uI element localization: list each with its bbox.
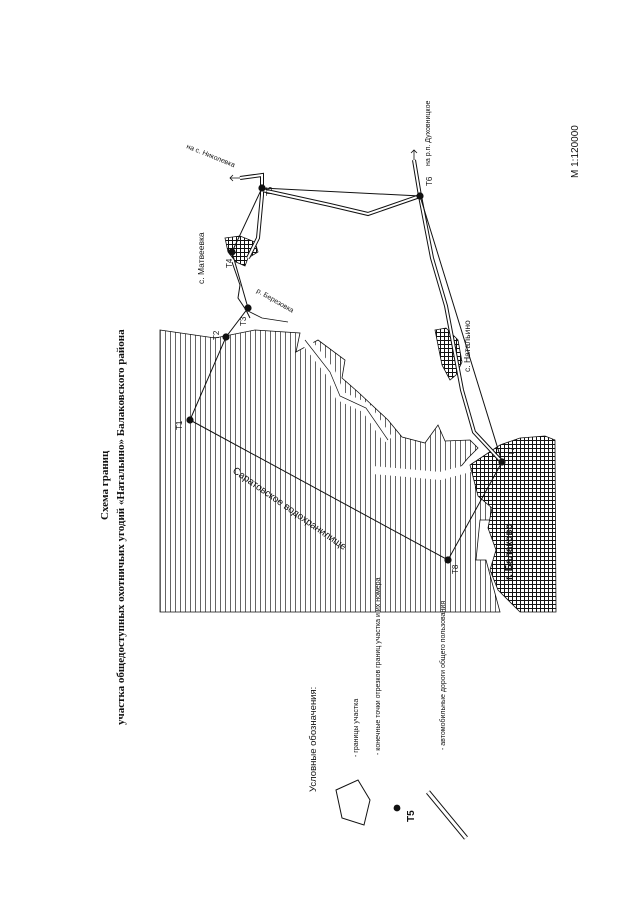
legend-point-sample: Т5 (406, 810, 417, 822)
legend-roads-text: - автомобильные дороги общего пользования (440, 600, 447, 750)
label-balakovo: г. Балаково (504, 523, 515, 580)
title-line-1: Схема границ (99, 450, 111, 520)
point-label-t8: Т8 (451, 564, 460, 574)
label-natalino: с. Натальино (462, 320, 472, 372)
point-label-t2: Т2 (212, 330, 221, 340)
point-label-t7: Т7 (507, 446, 516, 456)
legend-point-symbol (394, 805, 401, 812)
point-label-t6: Т6 (425, 176, 434, 186)
legend-points-text-1: - конечные точки отрезков границ участка и их номера (375, 577, 382, 755)
point-label-t4: Т4 (225, 258, 234, 268)
scale-label: М 1:120000 (570, 125, 581, 178)
river-berezovka-branch (246, 310, 288, 322)
label-reservoir: Саратовское водохранилище (230, 465, 349, 553)
title-line-2: участка общедоступных охотничьих угодий «Натальино» Балаковского района (115, 329, 127, 725)
label-matveevka: с. Матвеевка (196, 232, 206, 284)
point-label-t3: Т3 (239, 316, 248, 326)
legend-boundary-symbol (336, 780, 370, 825)
arrow-icon (411, 150, 417, 160)
arrow-icon (230, 175, 240, 181)
point-label-t5: Т5 (265, 186, 274, 196)
label-road-nikolevka: на с. Николевка (185, 143, 236, 170)
label-river: р. Березовка (255, 287, 295, 315)
legend-heading: Условные обозначения: (308, 686, 319, 792)
legend-boundary-text: - границы участка (353, 698, 360, 757)
label-road-dukhovnitskoe: на р.п. Духовницкое (425, 100, 432, 166)
legend-road-symbol-inner (428, 792, 466, 838)
point-label-t1: Т1 (175, 420, 184, 430)
